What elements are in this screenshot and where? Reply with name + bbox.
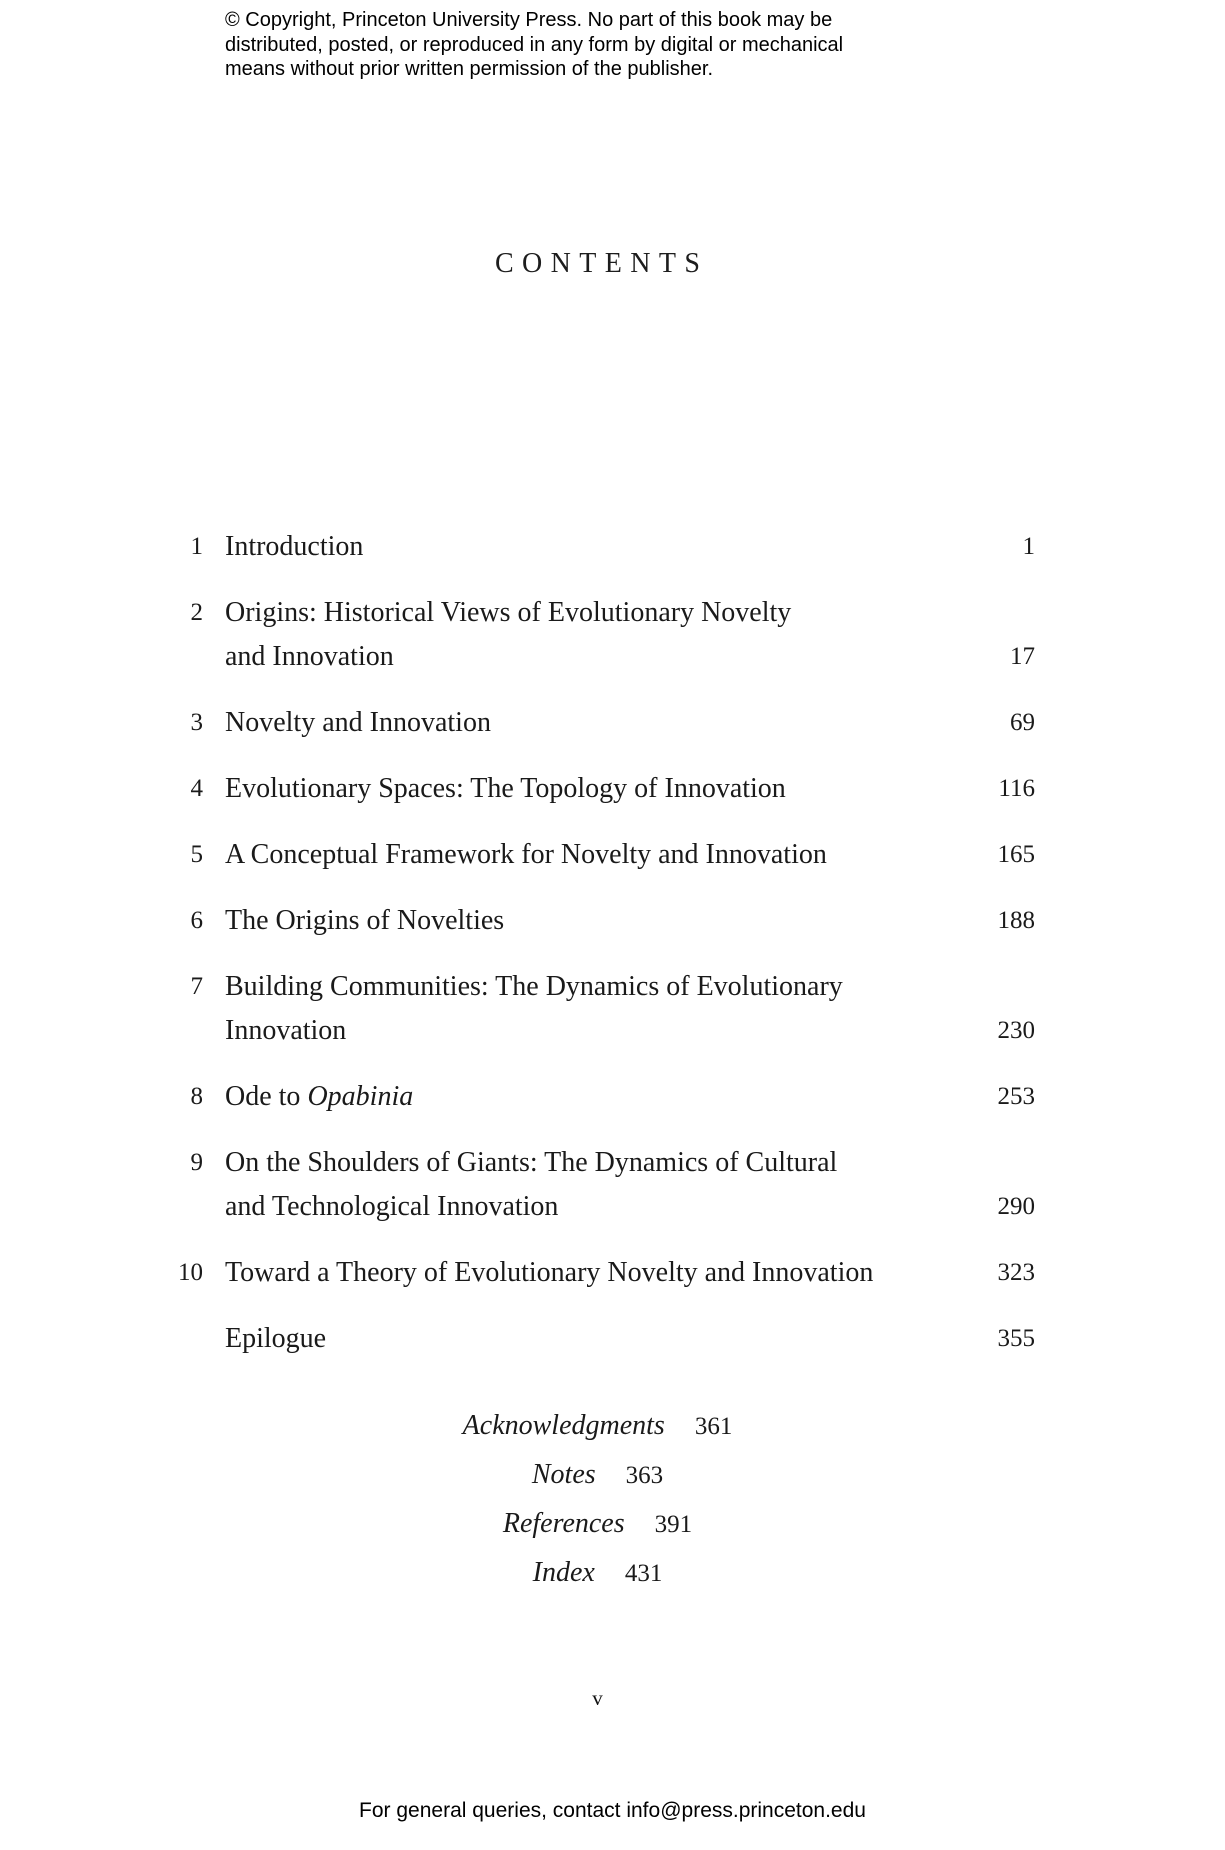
- chapter-title: [225, 591, 933, 679]
- chapter-title: [225, 1317, 933, 1361]
- toc-entry-epilogue: [160, 1317, 1035, 1361]
- back-matter-entry: [160, 1402, 1035, 1451]
- copyright-line: distributed, posted, or reproduced in any form by digital or mechanical: [225, 33, 844, 56]
- chapter-title-line: [225, 1075, 933, 1119]
- back-matter-entry: [160, 1500, 1035, 1549]
- page-number: v: [592, 1686, 603, 1710]
- chapter-title-line: On the Shoulders of Giants: The Dynamics of Cultural: [225, 1147, 838, 1178]
- chapter-title-text: Ode to: [225, 1081, 308, 1112]
- chapter-title: [225, 1251, 933, 1295]
- chapter-title-line: Origins: Historical Views of Evolutionary Novelty: [225, 597, 792, 628]
- chapter-title-italic: Opabinia: [307, 1081, 414, 1112]
- toc-entry: [160, 767, 1035, 811]
- chapter-page-number: 253: [997, 1083, 1035, 1110]
- toc-entry: [160, 591, 1035, 679]
- back-matter-page-number: 361: [694, 1413, 733, 1440]
- back-matter-page-number: 391: [654, 1511, 693, 1538]
- chapter-title: [225, 899, 933, 943]
- chapter-number: 6: [190, 907, 203, 934]
- copyright-line: means without prior written permission of the publisher.: [225, 58, 714, 80]
- chapter-page-number: 116: [998, 775, 1035, 802]
- copyright-notice: [225, 8, 843, 82]
- chapter-title-line: Toward a Theory of Evolutionary Novelty and Innovation: [225, 1257, 874, 1288]
- toc-entry: [160, 525, 1035, 569]
- chapter-title-line: and Innovation: [225, 641, 394, 672]
- chapter-page-number: 69: [1010, 709, 1035, 736]
- back-matter-page-number: 431: [624, 1560, 663, 1587]
- chapter-page-number: 1: [1022, 533, 1035, 560]
- table-of-contents: [160, 525, 1035, 1383]
- toc-entry: [160, 1251, 1035, 1295]
- chapter-title-line: Novelty and Innovation: [225, 707, 491, 738]
- chapter-title: [225, 1075, 933, 1119]
- chapter-page-number: 188: [997, 907, 1035, 934]
- chapter-title: [225, 833, 933, 877]
- chapter-title-line: Introduction: [225, 531, 364, 562]
- back-matter-entry: [160, 1451, 1035, 1500]
- back-matter-label: Notes: [531, 1459, 596, 1490]
- chapter-title-line: Epilogue: [225, 1323, 327, 1354]
- copyright-line: © Copyright, Princeton University Press. No part of this book may be: [225, 9, 833, 31]
- chapter-title: [225, 1141, 933, 1229]
- chapter-title-line: Evolutionary Spaces: The Topology of Innovation: [225, 773, 786, 804]
- chapter-number: 1: [190, 533, 203, 560]
- chapter-number: 2: [190, 599, 203, 626]
- toc-entry: [160, 965, 1035, 1053]
- chapter-page-number: 17: [1010, 643, 1035, 670]
- chapter-title: [225, 701, 933, 745]
- chapter-page-number: 290: [997, 1193, 1035, 1220]
- chapter-title-line: Building Communities: The Dynamics of Evolutionary: [225, 971, 843, 1002]
- chapter-title: [225, 965, 933, 1053]
- back-matter-label: References: [502, 1508, 625, 1539]
- footer-query-note: For general queries, contact info@press.princeton.edu: [359, 1799, 866, 1822]
- chapter-page-number: 165: [997, 841, 1035, 868]
- back-matter-list: [160, 1402, 1035, 1598]
- chapter-title-line: and Technological Innovation: [225, 1191, 559, 1222]
- chapter-title-line: The Origins of Novelties: [225, 905, 505, 936]
- chapter-number: 8: [190, 1083, 203, 1110]
- back-matter-entry: [160, 1549, 1035, 1598]
- toc-entry: [160, 701, 1035, 745]
- chapter-number: 9: [190, 1149, 203, 1176]
- chapter-number: 10: [178, 1259, 203, 1286]
- back-matter-page-number: 363: [625, 1462, 664, 1489]
- chapter-title: [225, 525, 933, 569]
- back-matter-label: Index: [532, 1557, 595, 1588]
- toc-entry: [160, 833, 1035, 877]
- chapter-title-line: Innovation: [225, 1015, 347, 1046]
- chapter-number: 5: [190, 841, 203, 868]
- chapter-title-line: A Conceptual Framework for Novelty and Innovation: [225, 839, 827, 870]
- chapter-page-number: 230: [997, 1017, 1035, 1044]
- toc-entry: [160, 1141, 1035, 1229]
- page-title: CONTENTS: [494, 248, 709, 279]
- chapter-number: 7: [190, 973, 203, 1000]
- chapter-page-number: 323: [997, 1259, 1035, 1286]
- chapter-number: 4: [190, 775, 203, 802]
- back-matter-label: Acknowledgments: [462, 1410, 665, 1441]
- chapter-page-number: 355: [997, 1325, 1035, 1352]
- toc-entry: [160, 899, 1035, 943]
- chapter-title: [225, 767, 933, 811]
- chapter-number: 3: [190, 709, 203, 736]
- toc-entry: [160, 1075, 1035, 1119]
